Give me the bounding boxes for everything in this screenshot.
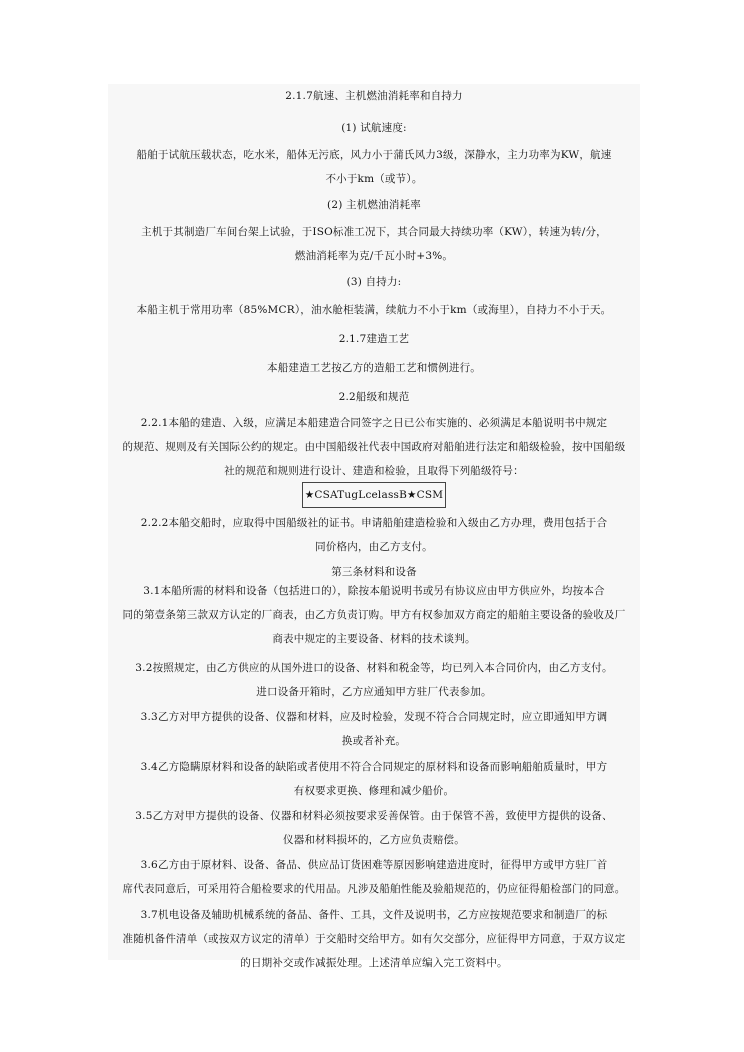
paragraph-2-2-1: 2.2.1本船的建造、入级，应满足本船建造合同签字之日已公布实施的、必须满足本船说明书中规定 的规范、规则及有关国际公约的规定。由中国船级社代表中国政府对船舶进行法定和船级检验，按中国船级 社的规范和规则进行设计、建造和检验，且取得下列船级符号：: [122, 417, 626, 477]
paragraph-fuel-consumption: 主机于其制造厂车间台架上试验，于ISO标准工况下，其合同最大持续功率（KW），转速为转/分， 燃油消耗率为克/千瓦小时+3%。: [141, 226, 607, 262]
paragraph-3-6: 3.6乙方由于原材料、设备、备品、供应品订货困难等原因影响建造进度时，征得甲方或甲方驻厂首 席代表同意后，可采用符合船检要求的代用品。凡涉及船舶性能及验船规范的，仍应征得船检部门的同意。: [122, 859, 626, 895]
subheading-endurance: (3) 自持力:: [346, 276, 402, 288]
paragraph-2-2-2: 2.2.2本船交船时，应取得中国船级社的证书。申请船舶建造检验和入级由乙方办理，费用包括于合 同价格内，由乙方支付。: [140, 517, 608, 553]
paragraph-trial-speed: 船舶于试航压载状态，吃水米，船体无污底，风力小于蒲氏风力3级，深静水，主力功率为KW，航速 不小于km（或节）。: [136, 149, 612, 185]
paragraph-3-4: 3.4乙方隐瞒原材料和设备的缺陷或者使用不符合合同规定的原材料和设备而影响船舶质量时，甲方 有权要求更换、修理和减少船价。: [140, 761, 608, 797]
paragraph-3-2: 3.2按照规定，由乙方供应的从国外进口的设备、材料和税金等，均已列入本合同价内，由乙方支付。 进口设备开箱时，乙方应通知甲方驻厂代表参加。: [135, 662, 613, 698]
paragraph-3-7: 3.7机电设备及辅助机械系统的备品、备件、工具，文件及说明书，乙方应按规范要求和制造厂的标 准随机备件清单（或按双方议定的清单）于交船时交给甲方。如有欠交部分，应征得甲方同意，于双方议定 的日期补交或作减振处理。上述清单应编入完工资料中。: [122, 909, 626, 969]
paragraph-3-3: 3.3乙方对甲方提供的设备、仪器和材料，应及时检验，发现不符合合同规定时，应立即通知甲方调 换或者补充。: [140, 711, 608, 747]
heading-2-1-7-speed: 2.1.7航速、主机燃油消耗率和自持力: [285, 90, 463, 102]
heading-article-3: 第三条材料和设备: [331, 566, 417, 578]
paragraph-3-1: 3.1本船所需的材料和设备（包括进口的），除按本船说明书或另有协议应由甲方供应外，均按本合 同的第壹条第三款双方认定的厂商表，由乙方负责订购。甲方有权参加双方商定的船舶主要设备的验收及厂 商表中规定的主要设备、材料的技术谈判。: [122, 585, 626, 645]
subheading-fuel-consumption: (2) 主机燃油消耗率: [327, 199, 421, 211]
paragraph-3-5: 3.5乙方对甲方提供的设备、仪器和材料必须按要求妥善保管。由于保管不善，致使甲方提供的设备、 仪器和材料损坏的，乙方应负责赔偿。: [135, 810, 613, 846]
paragraph-process: 本船建造工艺按乙方的造船工艺和惯例进行。: [267, 362, 481, 374]
paragraph-endurance: 本船主机于常用功率（85%MCR），油水舱柜装满，续航力不小于km（或海里），自持力不小于天。: [136, 304, 612, 316]
subheading-trial-speed: (1) 试航速度:: [341, 122, 407, 134]
heading-2-1-7-process: 2.1.7建造工艺: [338, 333, 410, 345]
class-notation: ★CSATugLcelassB★CSM: [108, 482, 640, 508]
heading-2-2-class: 2.2船级和规范: [338, 391, 410, 403]
